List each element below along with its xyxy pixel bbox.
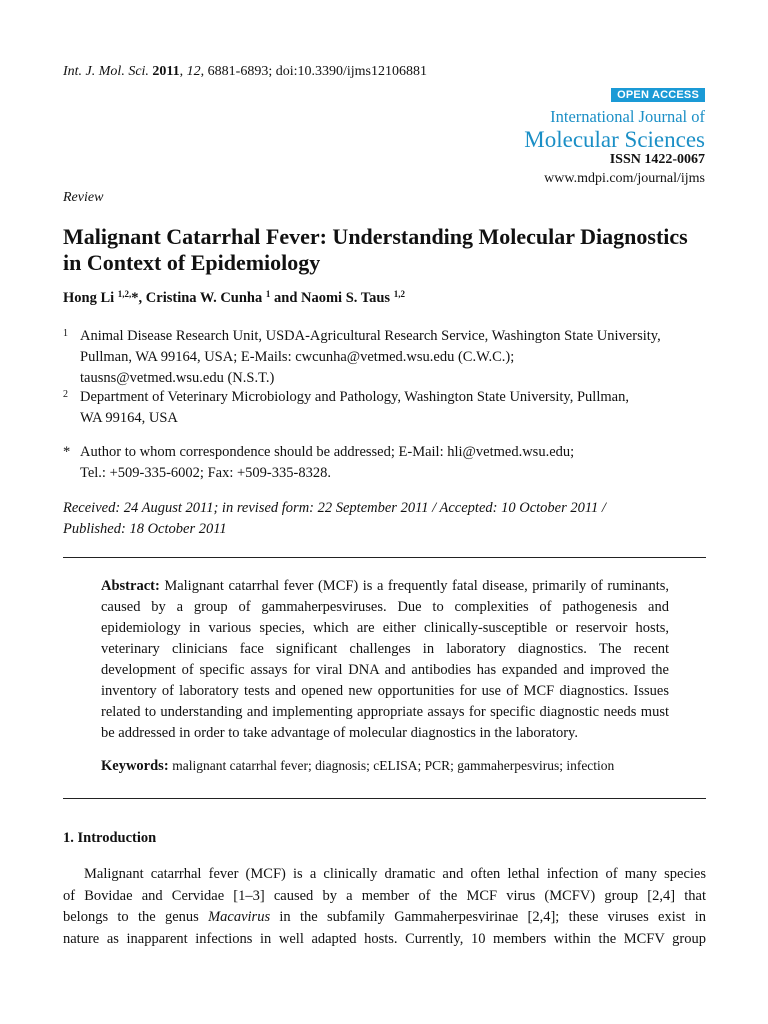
citation-year: 2011 bbox=[152, 64, 180, 79]
author-affil-sup: 1,2, bbox=[117, 289, 132, 299]
affiliation-line: Department of Veterinary Microbiology and Pathology, Washington State University, Pullman, bbox=[80, 389, 629, 405]
author-affil-sup: 1 bbox=[265, 289, 271, 299]
article-title: Malignant Catarrhal Fever: Understanding Molecular Diagnostics in Context of Epidemiology bbox=[63, 224, 688, 275]
dates-line: Received: 24 August 2011; in revised form: 22 September 2011 / Accepted: 10 October 2011 / bbox=[63, 500, 606, 516]
affiliation-line: tausns@vetmed.wsu.edu (N.S.T.) bbox=[80, 370, 275, 386]
keywords bbox=[101, 758, 701, 775]
intro-line: of Bovidae and Cervidae [1–3] caused by a member of the MCF virus (MCFV) group [2,4] that bbox=[63, 887, 706, 904]
affiliation-number: 1 bbox=[63, 328, 68, 339]
correspondence-note bbox=[63, 442, 713, 484]
dates-line: Published: 18 October 2011 bbox=[63, 521, 227, 537]
journal-name-line1: International Journal of bbox=[550, 107, 705, 126]
issn: ISSN 1422-0067 bbox=[609, 152, 705, 167]
keywords-text: malignant catarrhal fever; diagnosis; cELISA; PCR; gammaherpesvirus; infection bbox=[172, 758, 615, 773]
publication-dates bbox=[63, 498, 713, 540]
correspondence-mark: * bbox=[63, 444, 71, 460]
divider-top bbox=[63, 557, 706, 558]
intro-line: nature as inapparent infections in well adapted hosts. Currently, 10 members within the MCFV group bbox=[63, 930, 706, 947]
affiliation-2 bbox=[63, 387, 713, 429]
author-name: Hong Li bbox=[63, 290, 115, 306]
genus-name: Macavirus bbox=[208, 909, 271, 925]
intro-line bbox=[63, 907, 706, 929]
citation-volume: 12 bbox=[186, 64, 201, 79]
journal-website[interactable]: www.mdpi.com/journal/ijms bbox=[544, 171, 705, 186]
open-access-badge: OPEN ACCESS bbox=[611, 88, 705, 102]
corresponding-mark: * bbox=[131, 290, 139, 306]
author-affil-sup: 1,2 bbox=[393, 289, 405, 299]
intro-text: belongs to the genus bbox=[63, 909, 209, 925]
section-heading: 1. Introduction bbox=[63, 830, 157, 846]
abstract-text: Malignant catarrhal fever (MCF) is a frequently fatal disease, primarily of ruminants, caused by a group of gammaherpesviruses. Due to complexities of pathogenesis and epidemiology in various species, which are either clinically-susceptible or reservoir hosts, veterinary clinicians face significant challenges in laboratory diagnostics. The recent development of specific assays for viral DNA and antibodies has expanded and improved the inventory of laboratory tests and opened new opportunities for use of MCF diagnostics. Issues related to understanding and implementing appropriate assays for specific diagnostic needs must be addressed in order to take advantage of molecular diagnostics in the laboratory. bbox=[101, 578, 670, 741]
affiliation-line: Animal Disease Research Unit, USDA-Agricultural Research Service, Washington State University, bbox=[80, 328, 661, 344]
citation-pages-doi: , 6881-6893; doi:10.3390/ijms12106881 bbox=[200, 64, 427, 79]
article-type: Review bbox=[63, 190, 104, 205]
affiliation-1 bbox=[63, 326, 713, 389]
citation-line: Int. J. Mol. Sci. 2011, 12, 6881-6893; doi:10.3390/ijms12106881 bbox=[63, 64, 427, 79]
affiliation-line: WA 99164, USA bbox=[80, 410, 178, 426]
intro-line: Malignant catarrhal fever (MCF) is a clinically dramatic and often lethal infection of many species bbox=[84, 866, 706, 882]
intro-text: in the subfamily Gammaherpesvirinae [2,4]; these viruses exist in bbox=[270, 909, 706, 925]
citation-journal: Int. J. Mol. Sci. bbox=[63, 64, 149, 79]
abstract-label: Abstract: bbox=[101, 578, 160, 594]
correspondence-line: Author to whom correspondence should be addressed; E-Mail: hli@vetmed.wsu.edu; bbox=[80, 444, 575, 460]
keywords-label: Keywords: bbox=[101, 758, 169, 774]
introduction-paragraph bbox=[63, 864, 706, 950]
divider-bottom bbox=[63, 798, 706, 799]
author-name: and Naomi S. Taus bbox=[270, 290, 391, 306]
author-name: , Cristina W. Cunha bbox=[138, 290, 263, 306]
correspondence-line: Tel.: +509-335-6002; Fax: +509-335-8328. bbox=[80, 465, 331, 481]
affiliation-number: 2 bbox=[63, 389, 68, 400]
journal-name-line2: Molecular Sciences bbox=[524, 127, 705, 152]
abstract bbox=[101, 576, 669, 744]
affiliation-line: Pullman, WA 99164, USA; E-Mails: cwcunha@vetmed.wsu.edu (C.W.C.); bbox=[80, 349, 515, 365]
author-list bbox=[63, 289, 405, 307]
